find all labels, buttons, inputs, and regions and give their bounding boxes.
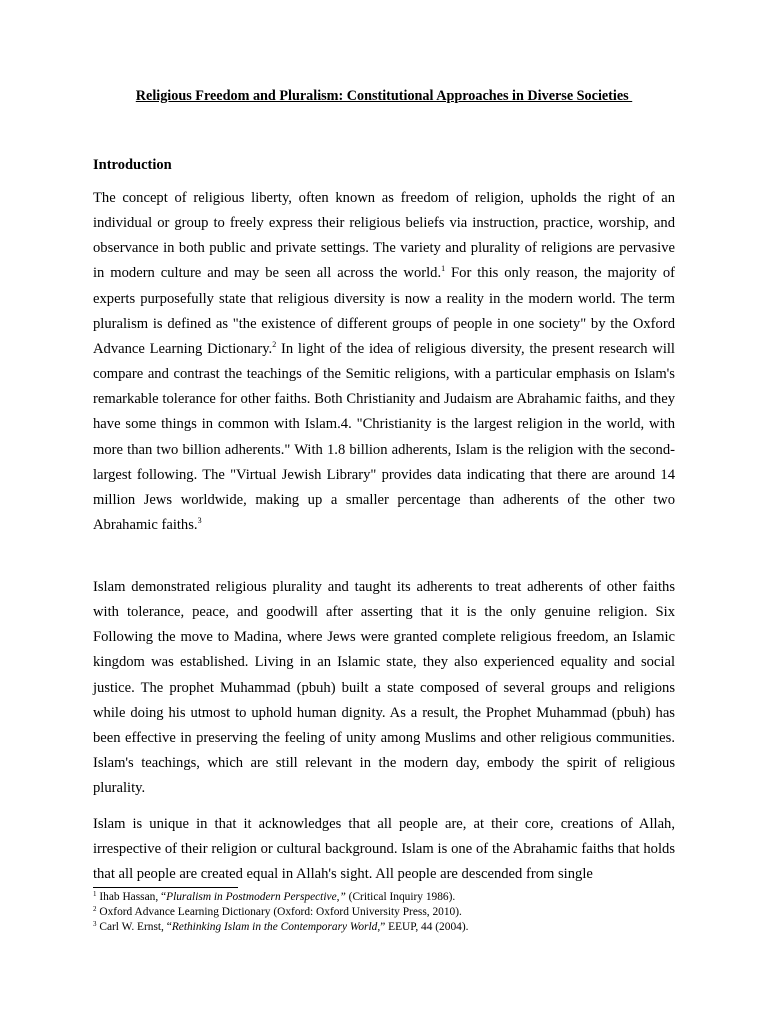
footnote-separator: [93, 887, 238, 888]
footnotes: [93, 890, 675, 935]
paragraph-1-segment-1: The concept of religious liberty, often known as freedom of religion, upholds the right of an individual or group to freely express their religious beliefs via instruction, practice, worship, and observance in both public and private settings. The variety and plurality of religions are pervasive in modern culture and may be seen all across the world.: [93, 190, 675, 282]
footnote-ref-3: 3: [197, 516, 202, 526]
footnote-2: [93, 905, 675, 920]
footnote-3: [93, 920, 675, 935]
footnote-text: Oxford Advance Learning Dictionary (Oxford: Oxford University Press, 2010).: [99, 906, 462, 918]
footnote-italic: Pluralism in Postmodern Perspective,”: [166, 891, 346, 903]
section-heading: Introduction: [93, 157, 172, 173]
footnote-text-after: ,” EEUP, 44 (2004).: [377, 921, 469, 933]
footnote-text: Carl W. Ernst, “: [99, 921, 172, 933]
document-title: Religious Freedom and Pluralism: Constitutional Approaches in Diverse Societies: [135, 88, 633, 104]
footnote-text: Ihab Hassan, “: [99, 891, 167, 903]
paragraph-2: Islam demonstrated religious plurality and taught its adherents to treat adherents of other faiths with tolerance, peace, and goodwill after asserting that it is the only genuine religion. Six Following the move to Madina, where Jews were granted complete religious freedom, an Islamic kingdom was established. Living in an Islamic state, they also experienced equality and social justice. The prophet Muhammad (pbuh) built a state composed of several groups and religions while doing his utmost to uphold human dignity. As a result, the Prophet Muhammad (pbuh) has been effective in preserving the feeling of unity among Muslims and other religious communities. Islam's teachings, which are still relevant in the modern day, embody the spirit of religious plurality.: [93, 579, 675, 797]
footnote-1: [93, 890, 675, 905]
footnote-ref-2: 2: [272, 339, 277, 349]
paragraph-1-segment-3: In light of the idea of religious diversity, the present research will compare and contrast the teachings of the Semitic religions, with a particular emphasis on Islam's remarkable tolerance for other faiths. Both Christianity and Judaism are Abrahamic faiths, and they have some things in common with Islam.4. "Christianity is the largest religion in the world, with more than two billion adherents." With 1.8 billion adherents, Islam is the religion with the second-largest following. The "Virtual Jewish Library" provides data indicating that there are around 14 million Jews worldwide, making up a smaller percentage than adherents of the other two Abrahamic faiths.: [93, 340, 675, 534]
paragraph-1-segment-2: For this only reason, the majority of experts purposefully state that religious diversity is now a reality in the modern world. The term pluralism is defined as "the existence of different groups of people in one society" by the Oxford Advance Learning Dictionary.: [93, 265, 675, 357]
footnote-number: 2: [93, 905, 97, 913]
footnote-text-after: (Critical Inquiry 1986).: [345, 891, 456, 903]
footnote-italic: Rethinking Islam in the Contemporary World: [171, 921, 378, 933]
paragraph-1: [93, 186, 675, 538]
footnote-number: 1: [93, 890, 97, 898]
paragraph-3: Islam is unique in that it acknowledges that all people are, at their core, creations of Allah, irrespective of their religion or cultural background. Islam is one of the Abrahamic faiths that holds that all people are created equal in Allah's sight. All people are descended from single: [93, 816, 675, 883]
footnote-ref-1: 1: [441, 264, 446, 274]
footnote-number: 3: [93, 920, 97, 928]
